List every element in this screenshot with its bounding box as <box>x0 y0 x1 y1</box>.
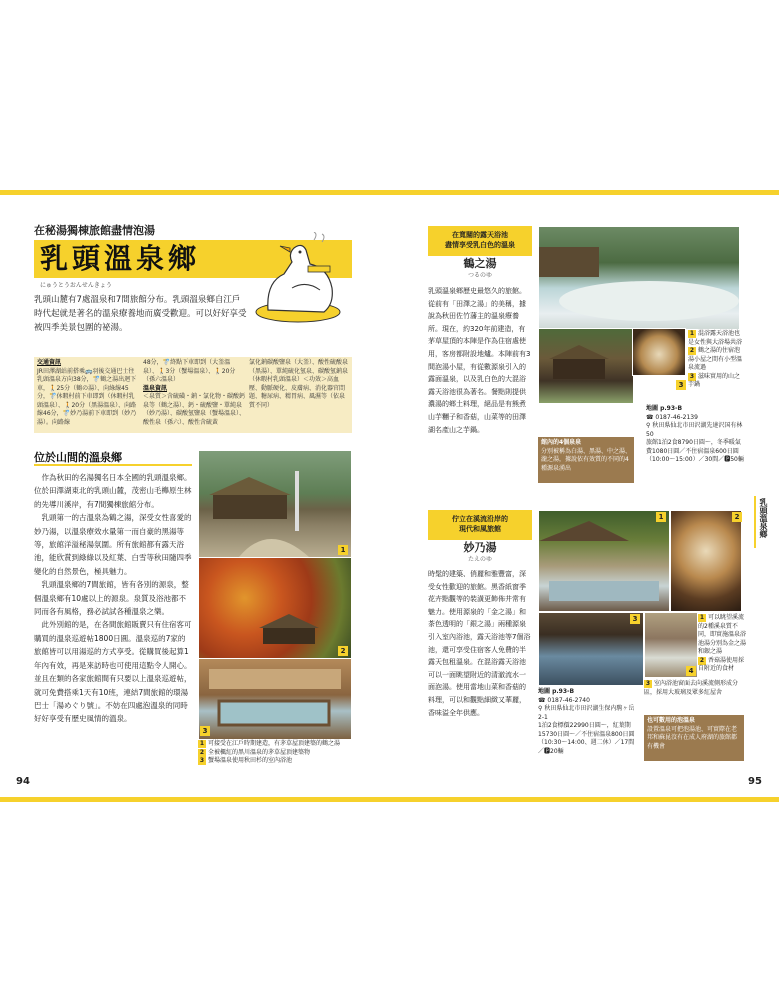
section-heading-underline <box>34 464 192 466</box>
efficacy-info <box>249 359 349 410</box>
transport-text: JR田澤湖站前搭乘🚌羽後交通巴士往乳頭溫泉方向38分，🚏鶴之湯出迴下車，🚶25分（鶴の湯）、向綠線45分，🚏休暇村前下車即到（休暇村乳頭溫泉）、🚶20分（黑湯溫泉）、向路線46分，🚏妙乃湯前下車即到（妙乃湯）。向路線 <box>37 367 137 426</box>
phone-icon: ☎ <box>646 413 656 421</box>
body-paragraph: 乳頭溫泉鄉的7間旅館，皆有各別的源泉，整個溫泉鄉有10處以上的源泉。泉質及浴池都不同而各有風格，務必試試各種溫泉之樂。 <box>34 580 189 617</box>
hotspring-text: ＜泉質＞含硫磺・鈉・氯化物・碳酸鈣泉等（鶴之湯）、鈣・硫酸鹽・單純泉（妙乃湯）、碳酸氫鹽泉（蟹場溫泉）、酸性泉（孫六）、酸性含硫黃 <box>143 393 246 426</box>
taenoyu-body: 時髦的建築、俏麗和雅豐富，深受女性歡迎的旅館。黑香紙窗季花卉點觀等的裝潢更飾佈井常有魅力。使用源泉的「金之湯」和茶色透明的「銀之湯」兩種源泉引入室內浴池，露天浴池等7個浴池，還可享受住宿客人免費的半露天包租溫泉。在混浴露天浴池可以一面眺望附近的清澈流水一面泡湯。使用當地山菜和香菇的料理，可以和觀點細緻又華麗，香味溢全年供應。 <box>428 570 531 717</box>
taenoyu-captions <box>698 614 746 674</box>
photo-riverside-bath <box>538 510 670 612</box>
tsurunoyu-body: 乳頭溫泉鄉歷史最悠久的旅館。從前有「田澤之湯」的美稱，據說為秋田佐竹藩主的溫泉療養所。現在，約320年前建造，有茅草屋頂的本陣是作為住宿處使用，客房都附設地爐。本陣前有3間泡湯小屋，有從數源泉引入的露面溫泉，以及乳白色的大混浴露天浴池很為著名。餐點則提供濃湯的鄉土料理，絕品是有熊煮山芋糰子和香菇，山菜等的田澤湖名產山之芋鍋。 <box>428 287 531 434</box>
caption: 1 混浴露天浴池也是女性與大浴場共浴 <box>688 330 743 346</box>
photo-autumn-leaves <box>198 557 352 659</box>
photo-number: 1 <box>338 545 348 555</box>
caption: 1 可接受在江戶時期建造，有茅草屋頂建築的鶴之湯 <box>199 740 341 747</box>
photo-number: 2 <box>338 646 348 656</box>
body-paragraph: 乳頭第一的古溫泉為鶴之湯，深受女性喜愛的妙乃湯，以溫泉療效水量第一而自豪的黑湯等等，旅館洋溢秘湯氛圍。所有旅館都有露天浴池，能欣賞到綠綠以及紅葉、白雪等秋田隨四季變化的自然景色，極具魅力。 <box>34 513 192 576</box>
photo-milky-bath <box>538 226 740 330</box>
page-title: 乳頭溫泉鄉 <box>40 242 201 275</box>
tsurunoyu-name: 鶴之湯 <box>463 257 497 270</box>
tsurunoyu-tag: 在寬闊的露天浴池 盡情享受乳白色的溫泉 <box>428 226 532 256</box>
title-reading: にゅうとうおんせんきょう <box>40 282 112 289</box>
hotspring-label: 溫泉資訊 <box>143 384 168 392</box>
photo-number: 1 <box>656 512 666 522</box>
side-tab: 乳頭溫泉鄉 <box>754 496 770 548</box>
photo-bath-huts <box>538 328 634 404</box>
page-number-right: 95 <box>748 776 762 787</box>
taenoyu-captions-lower <box>644 680 746 697</box>
tsurunoyu-reading: つるのゆ <box>467 272 492 279</box>
body-text <box>34 471 192 726</box>
page-number-left: 94 <box>16 776 30 787</box>
caption: 1 可以眺望溪流的2種溪泉質不同，即實施溫泉浴池湯分別為金之湯和銀之湯 <box>698 614 747 655</box>
photo-number: 4 <box>686 666 696 676</box>
photo-imonabe <box>632 328 686 376</box>
tsurunoyu-info: 地圖 p.93-B ☎ 0187-46-2139 ⚲ 秋田県仙北市田沢湖先達沢国有林50 旅館1泊2食8790日圓～，冬季暖氣費1080日圓／不住宿溫泉600日圓（10:00～15:00）／30間／🅿50輛 <box>646 405 744 463</box>
onsen-mascot-illustration <box>248 232 352 326</box>
transport-text-cont: 48分，🚏終點下車即到（大釜溫泉）、🚶3分（蟹場溫泉）、🚶20分（孫六溫泉） <box>143 359 236 383</box>
taenoyu-info: 地圖 p.93-B ☎ 0187-46-2740 ⚲ 秋田県仙北市田沢湖生保内駒ヶ岳2-1 1泊2食標價22990日圓～，紅葉期15730日圓～／不住宿溫泉800日圓（10:30～14:00、週二休）／17間／🅿20輛 <box>538 688 635 755</box>
kicker: 在秘湯獨棟旅館盡情泡湯 <box>34 224 155 237</box>
photo-number: 2 <box>732 512 742 522</box>
caption: 2 鶴之湯的住宿泡湯小屋之間有小型溫泉流過 <box>688 347 743 371</box>
intro-text: 乳頭山麓有7處溫泉和7間旅館分布。乳頭溫泉鄉自江戶時代起就是著名的溫泉療養地而廣受歡迎。可以好好享受被四季美景包圍的祕湯。 <box>34 295 247 333</box>
photo-number: 3 <box>200 726 210 736</box>
section-heading: 位於山間的溫泉鄉 <box>34 451 122 464</box>
taenoyu-note: 也可數用的泡溫泉 設置溫泉可把泡湯池、可實際在老邦和蘇昆沒有在成人府湖的旅館都有機會 <box>644 715 744 761</box>
pin-icon: ⚲ <box>538 705 545 712</box>
caption: 2 全被楓紅的黑川溫泉的茅草屋頂建築物 <box>199 748 311 756</box>
taenoyu-reading: たえのゆ <box>467 556 492 563</box>
transport-info <box>37 359 139 427</box>
hotspring-info <box>143 359 245 427</box>
body-paragraph: 作為秋田的名湯獨名日本全國的乳頭溫泉鄉。位於田澤湖東北的乳頭山麓，茂密山毛櫸原生林的先導川溪岸，有7間獨棟旅館分布。 <box>34 473 192 509</box>
caption: 2 香菇湯使用採自附近的食材 <box>698 656 745 672</box>
photo-thatched-village <box>198 450 352 558</box>
photo-captions <box>198 740 354 766</box>
efficacy-text: 氯化鈉碳酸鹽泉（大釜）、酸性硫酸泉（黑湯）、單純硫化氫泉、碳酸氫鈉泉（休暇村乳頭溫泉）＜功效＞高血壓、動脈硬化、皮膚病、消化器官問題、糖尿病、精胃病、風濕等（依泉質不同） <box>249 359 349 409</box>
phone-icon: ☎ <box>538 696 548 704</box>
photo-cedar-bath <box>198 658 352 740</box>
caption: 3 蟹場溫泉使用秋田杉的室內浴池 <box>199 757 293 764</box>
taenoyu-tag: 佇立在溪流沿岸的 現代和風旅館 <box>428 510 532 540</box>
photo-mushroom-pot <box>670 510 742 612</box>
transport-label: 交通資訊 <box>37 359 62 366</box>
body-paragraph: 此外別館的是，在各間旅館販賣只有住宿客可購買的溫泉巡遊帖1800日圓。溫泉巡的7家的旅館皆可以用湯巡的方式享受。從購買後起算1年內有效，再是來訪時也可使用這點令人開心。並且在類的各家旅館間有只要以上溫泉巡遊帖，就可免費搭乘1天有10班，連結7間旅館的環湯巴士「湯めぐり號」。不妨在四處泡溫泉的同時好好享受有歷史風情的溫泉。 <box>34 620 192 724</box>
caption: 3 室內浴池窗面去向溪流側形成分區，採用大玻璃及眾多紅屋舍 <box>644 680 739 696</box>
caption: 3 滋味實用的山之芋鍋 <box>688 372 741 388</box>
photo-number: 3 <box>676 380 686 390</box>
taenoyu-name: 妙乃湯 <box>463 541 497 554</box>
pin-icon: ⚲ <box>646 422 653 429</box>
tsurunoyu-note: 館內的4個泉泉 分別被稱為白湯、黑湯、中之湯、瀧之湯，據說依有效質的不同的4種源泉湧出 <box>538 437 634 483</box>
tsurunoyu-captions <box>688 330 744 390</box>
photo-number: 3 <box>630 614 640 624</box>
photo-indoor-bath <box>538 612 644 686</box>
